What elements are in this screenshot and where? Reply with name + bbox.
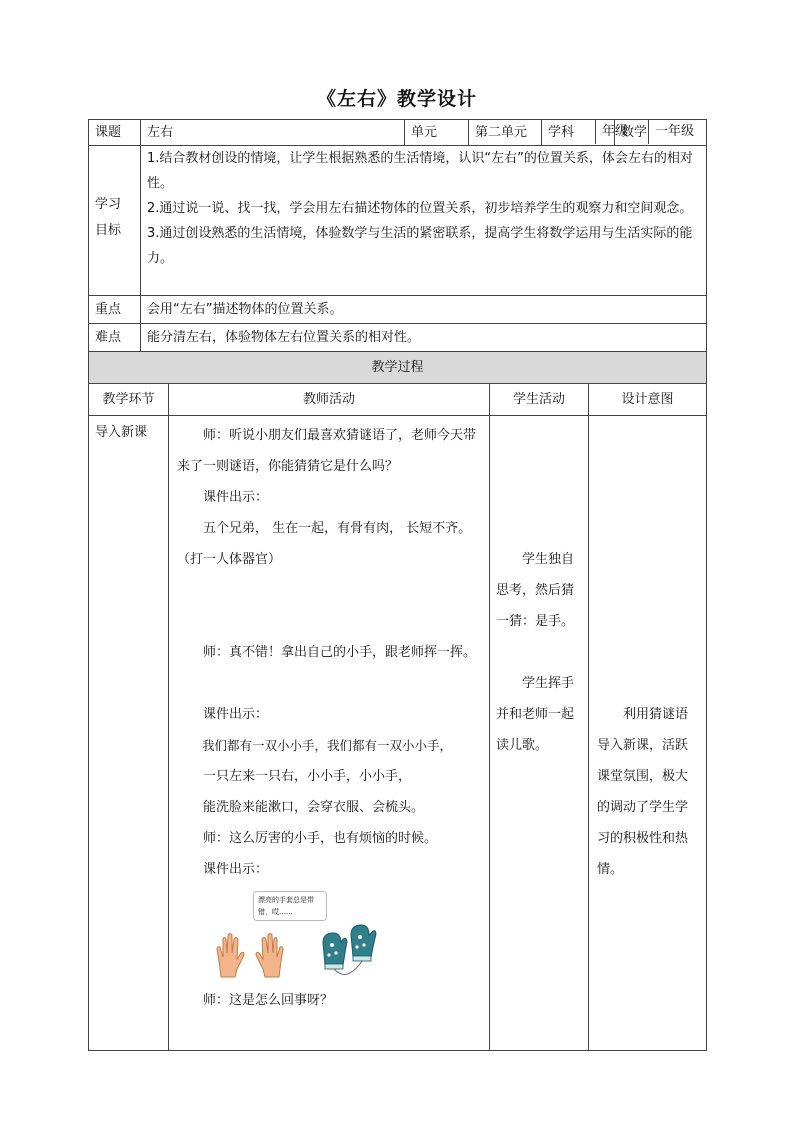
intent-cell: [588, 415, 706, 1050]
teacher-line: 师：真不错！拿出自己的小手，跟老师挥一挥。: [203, 645, 477, 660]
difficulty-text: 能分清左右，体验物体左右位置关系的相对性。: [140, 323, 706, 351]
process-header: 教学过程: [89, 352, 706, 383]
difficulty-label: 难点: [89, 323, 140, 351]
teacher-line: 师：这么厉害的小手，也有烦恼的时候。: [203, 831, 438, 846]
student-activity: 学生挥手并和老师一起读儿歌。: [496, 676, 575, 753]
grade-cells: [595, 119, 707, 145]
subject-value: 数学: [614, 120, 684, 145]
courseware-image: [177, 887, 483, 985]
teacher-line: 师：听说小朋友们最喜欢猜谜语了，老师今天带来了一则谜语，你能猜猜它是什么吗？: [177, 428, 477, 474]
goal-item: 2.通过说一说、找一找，学会用左右描述物体的位置关系，初步培养学生的观察力和空间观念。: [147, 201, 693, 216]
design-intent: 利用猜谜语导入新课，活跃课堂氛围，极大的调动了学生学习的积极性和热情。: [597, 707, 689, 877]
goals-label-line2: 目标: [95, 223, 122, 238]
goals-label-line1: 学习: [95, 197, 122, 212]
speech-bubble: 漂亮的手套总是带错，哎……: [253, 891, 327, 921]
topic-label: 课题: [95, 125, 122, 140]
teacher-line: 师：这是怎么回事呀？: [203, 993, 334, 1008]
teacher-line: 课件出示：: [203, 862, 269, 877]
student-activity: 学生独自思考，然后猜一猜：是手。: [496, 552, 575, 629]
topic-value: 左右: [140, 120, 404, 145]
col-intent: 设计意图: [588, 383, 706, 415]
song-line: 能洗脸来能漱口，会穿衣服、会梳头。: [203, 800, 425, 815]
info-table: [88, 119, 707, 352]
subject-label: 学科: [541, 120, 614, 145]
col-student: 学生活动: [489, 383, 588, 415]
hands-icon: [215, 931, 285, 979]
process-table: [88, 351, 707, 1051]
col-stage: 教学环节: [89, 383, 168, 415]
goals-label: [89, 145, 140, 295]
goal-item: 1.结合教材创设的情境，让学生根据熟悉的生活情境，认识“左右”的位置关系，体会左右的相对性。: [147, 151, 693, 191]
teacher-line: 五个兄弟， 生在一起，有骨有肉， 长短不齐。（打一人体器官）: [177, 521, 472, 567]
song-line: 一只左来一只右，小小手，小小手，: [203, 769, 412, 784]
unit-label: 单元: [404, 120, 468, 145]
key-point-text: 会用“左右”描述物体的位置关系。: [140, 295, 706, 323]
grade-label: 年级: [595, 119, 648, 144]
student-cell: [489, 415, 588, 1050]
goal-item: 3.通过创设熟悉的生活情境，体验数学与生活的紧密联系，提高学生将数学运用与生活实际的能力。: [147, 226, 693, 266]
key-point-label: 重点: [89, 295, 140, 323]
teacher-line: 课件出示：: [203, 707, 269, 722]
mittens-icon: [317, 921, 387, 983]
col-teacher: 教师活动: [168, 383, 489, 415]
document-title: 《左右》教学设计: [316, 88, 477, 110]
grade-value: 一年级: [648, 119, 706, 144]
goals-content: [140, 145, 706, 295]
song-line: 我们都有一双小小手，我们都有一双小小手，: [202, 738, 453, 753]
teacher-line: 课件出示：: [203, 490, 269, 505]
unit-value: 第二单元: [468, 120, 541, 145]
stage-label: 导入新课: [95, 425, 148, 440]
stage-cell: [89, 415, 168, 1050]
teacher-cell: [168, 415, 489, 1050]
